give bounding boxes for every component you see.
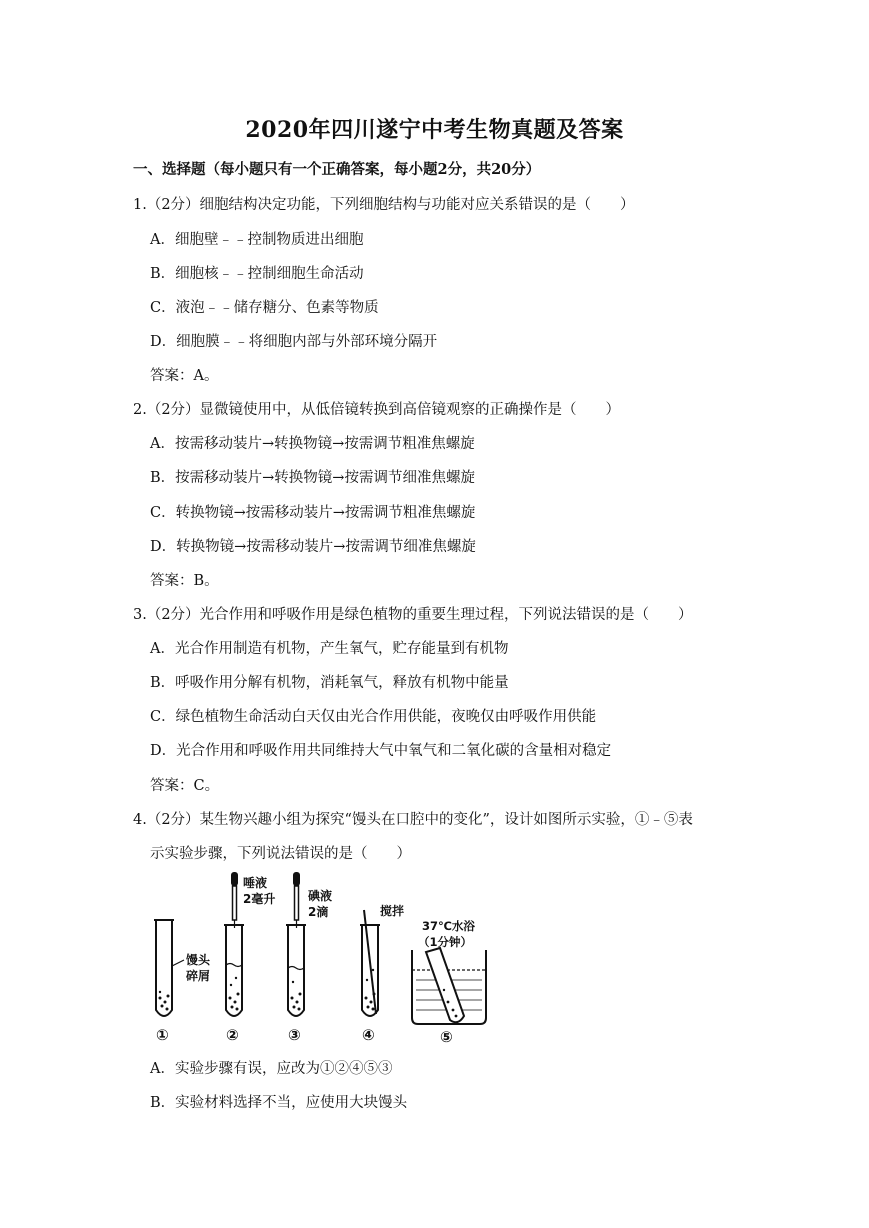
question-4-stem-line1: 4.（2分）某生物兴趣小组为探究“馒头在口腔中的变化”，设计如图所示实验，①﹣⑤表: [133, 812, 693, 828]
test-tube-3: [286, 925, 306, 1016]
test-tube-2: [224, 925, 244, 1016]
question-2-option-a: A．按需移动装片→转换物镜→按需调节粗准焦螺旋: [150, 436, 475, 452]
test-tube-1: [154, 920, 184, 1016]
page-title: 2020年四川遂宁中考生物真题及答案: [245, 117, 624, 143]
section-heading: 一、选择题（每小题只有一个正确答案，每小题2分，共20分）: [133, 161, 541, 178]
step-4-label: ④: [362, 1026, 375, 1044]
experiment-figure: [150, 870, 510, 1045]
water-bath-label-1: 37℃水浴: [422, 919, 475, 933]
question-1-option-b: B．细胞核﹣﹣控制细胞生命活动: [150, 266, 364, 282]
step-2-label: ②: [226, 1026, 239, 1044]
question-4-option-a: A．实验步骤有误，应改为①②④⑤③: [150, 1061, 393, 1077]
iodine-dropper-icon: [293, 872, 300, 928]
iodine-label-1: 碘液: [308, 889, 333, 903]
question-3-option-d: D．光合作用和呼吸作用共同维持大气中氧气和二氧化碳的含量相对稳定: [150, 743, 612, 759]
question-4-option-b: B．实验材料选择不当，应使用大块馒头: [150, 1095, 408, 1111]
question-1-stem: 1.（2分）细胞结构决定功能，下列细胞结构与功能对应关系错误的是（ ）: [133, 197, 635, 213]
crumbs-label-1: 馒头: [186, 953, 211, 967]
question-4-stem-line2: 示实验步骤，下列说法错误的是（ ）: [150, 846, 411, 862]
question-3-option-c: C．绿色植物生命活动白天仅由光合作用供能，夜晚仅由呼吸作用供能: [150, 709, 597, 725]
question-2-option-c: C．转换物镜→按需移动装片→按需调节粗准焦螺旋: [150, 505, 476, 521]
question-2-stem: 2.（2分）显微镜使用中，从低倍镜转换到高倍镜观察的正确操作是（ ）: [133, 402, 621, 418]
question-2-option-b: B．按需移动装片→转换物镜→按需调节细准焦螺旋: [150, 470, 475, 486]
water-bath-beaker: [412, 948, 486, 1024]
step-1-label: ①: [156, 1026, 169, 1044]
iodine-label-2: 2滴: [308, 905, 329, 919]
step-5-label: ⑤: [440, 1028, 453, 1045]
question-3-answer: 答案：C。: [150, 778, 220, 794]
saliva-dropper-icon: [231, 872, 238, 928]
question-3-stem: 3.（2分）光合作用和呼吸作用是绿色植物的重要生理过程，下列说法错误的是（ ）: [133, 607, 693, 623]
question-1-option-d: D．细胞膜﹣﹣将细胞内部与外部环境分隔开: [150, 334, 438, 350]
saliva-label-1: 唾液: [243, 876, 268, 890]
saliva-label-2: 2毫升: [243, 892, 276, 906]
question-1-answer: 答案：A。: [150, 368, 219, 384]
question-3-option-b: B．呼吸作用分解有机物，消耗氧气，释放有机物中能量: [150, 675, 509, 691]
question-2-answer: 答案：B。: [150, 573, 219, 589]
question-2-option-d: D．转换物镜→按需移动装片→按需调节细准焦螺旋: [150, 539, 476, 555]
crumbs-label-2: 碎屑: [186, 969, 211, 983]
water-bath-label-2: （1分钟）: [418, 935, 473, 949]
question-1-option-c: C．液泡﹣﹣储存糖分、色素等物质: [150, 300, 379, 316]
question-3-option-a: A．光合作用制造有机物，产生氧气，贮存能量到有机物: [150, 641, 509, 657]
stir-label: 搅拌: [380, 904, 405, 918]
step-3-label: ③: [288, 1026, 301, 1044]
experiment-illustration: [150, 870, 510, 1045]
question-1-option-a: A．细胞壁﹣﹣控制物质进出细胞: [150, 232, 364, 248]
